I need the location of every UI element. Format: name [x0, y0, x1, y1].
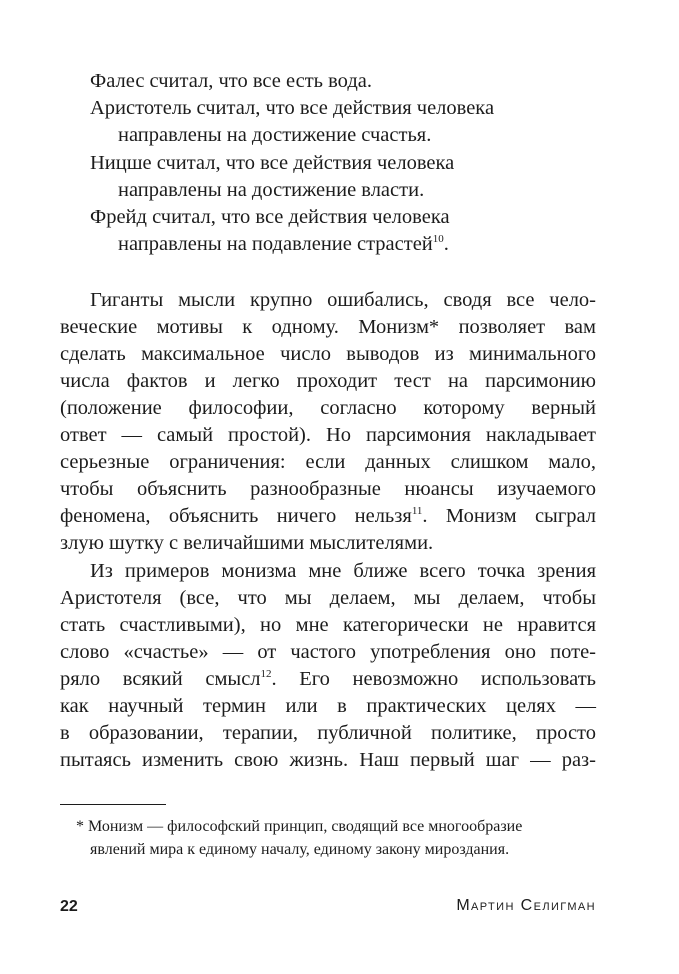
body-paragraph-1-line: чтобы объяснить разнообразные нюансы изучаемого [60, 478, 596, 500]
footnote-ref-10[interactable]: 10 [432, 233, 444, 245]
page-number: 22 [60, 898, 78, 915]
body-paragraph-1-line: злую шутку с величайшими мыслителями. [60, 532, 434, 554]
footnote-line: * Монизм — философский принцип, сводящий все многообразие [76, 818, 523, 835]
quote-nietzsche: Ницше считал, что все действия человека [90, 152, 455, 174]
footnote-ref-12[interactable]: 12 [260, 668, 272, 680]
body-paragraph-2-line: стать счастливыми), но мне категорически не нравится [60, 614, 596, 636]
body-paragraph-1-line: числа фактов и легко проходит тест на парсимонию [60, 370, 596, 392]
body-paragraph-2-line: слово «счастье» — от частого употребления оно поте- [60, 641, 596, 663]
quote-thales: Фалес считал, что все есть вода. [90, 70, 372, 92]
body-paragraph-1-line: ответ — самый простой). Но парсимония накладывает [60, 424, 596, 446]
running-footer-author: Мартин Селигман [456, 897, 596, 914]
quote-aristotle: Аристотель считал, что все действия человека [90, 97, 495, 119]
body-paragraph-1-line: Гиганты мысли крупно ошибались, сводя все чело- [90, 289, 596, 311]
quote-freud-cont: направлены на подавление страстей$^{10}$. [118, 233, 449, 255]
body-paragraph-1-line: серьезные ограничения: если данных слишком мало, [60, 451, 596, 473]
body-paragraph-1-line: сделать максимальное число выводов из минимального [60, 343, 596, 365]
quote-nietzsche-cont: направлены на достижение власти. [118, 179, 425, 201]
footnote-ref-11[interactable]: 11 [411, 505, 423, 517]
body-paragraph-2-line: как научный термин или в практических целях — [60, 695, 596, 717]
footnote-line: явлений мира к единому началу, единому закону мироздания. [90, 841, 510, 858]
quote-aristotle-cont: направлены на достижение счастья. [118, 124, 432, 146]
footnote-divider [60, 804, 166, 805]
body-paragraph-2-line: Из примеров монизма мне ближе всего точка зрения [90, 560, 596, 582]
body-paragraph-1-line: феномена, объяснить ничего нельзя$^{11}$. Монизм сыграл [60, 505, 596, 527]
body-paragraph-1-line: (положение философии, согласно которому верный [60, 397, 596, 419]
quote-freud: Фрейд считал, что все действия человека [90, 206, 450, 228]
body-paragraph-1-line: веческие мотивы к одному. Монизм* позволяет вам [60, 316, 596, 338]
body-paragraph-2-line: пытаясь изменить свою жизнь. Наш первый шаг — раз- [60, 749, 596, 771]
body-paragraph-2-line: Аристотеля (все, что мы делаем, мы делаем, чтобы [60, 587, 596, 609]
body-paragraph-2-line: в образовании, терапии, публичной политике, просто [60, 722, 596, 744]
body-paragraph-2-line: ряло всякий смысл$^{12}$. Его невозможно использовать [60, 668, 597, 690]
